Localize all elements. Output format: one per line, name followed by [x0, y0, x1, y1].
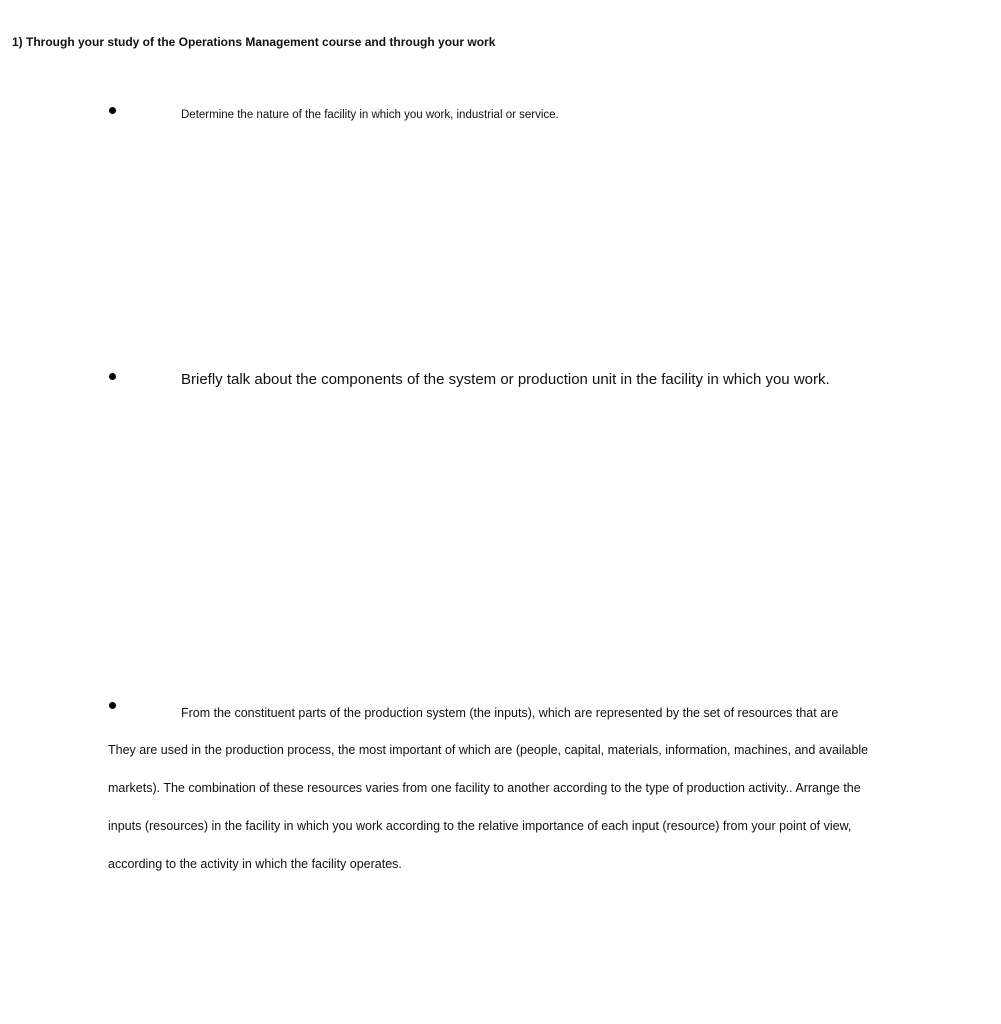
bullet-item-3-line-5: according to the activity in which the facility operates.	[108, 857, 402, 871]
bullet-item-2-text: Briefly talk about the components of the system or production unit in the facility in which you work.	[181, 371, 830, 388]
bullet-item-3-text: From the constituent parts of the production system (the inputs), which are represented by the set of resources that are	[181, 706, 839, 720]
bullet-item-1-text: Determine the nature of the facility in which you work, industrial or service.	[181, 109, 559, 121]
bullet-icon	[109, 373, 116, 380]
bullet-item-3-line-2: They are used in the production process, the most important of which are (people, capital, materials, information, machines, and available	[108, 743, 869, 757]
bullet-icon	[109, 702, 116, 709]
bullet-item-3-line-3: markets). The combination of these resources varies from one facility to another according to the type of production activity.. Arrange the	[108, 781, 861, 795]
question-title: 1) Through your study of the Operations Management course and through your work	[12, 35, 496, 49]
bullet-item-3-line-4: inputs (resources) in the facility in which you work according to the relative importance of each input (resource) from your point of view,	[108, 819, 852, 833]
bullet-icon	[109, 107, 116, 114]
